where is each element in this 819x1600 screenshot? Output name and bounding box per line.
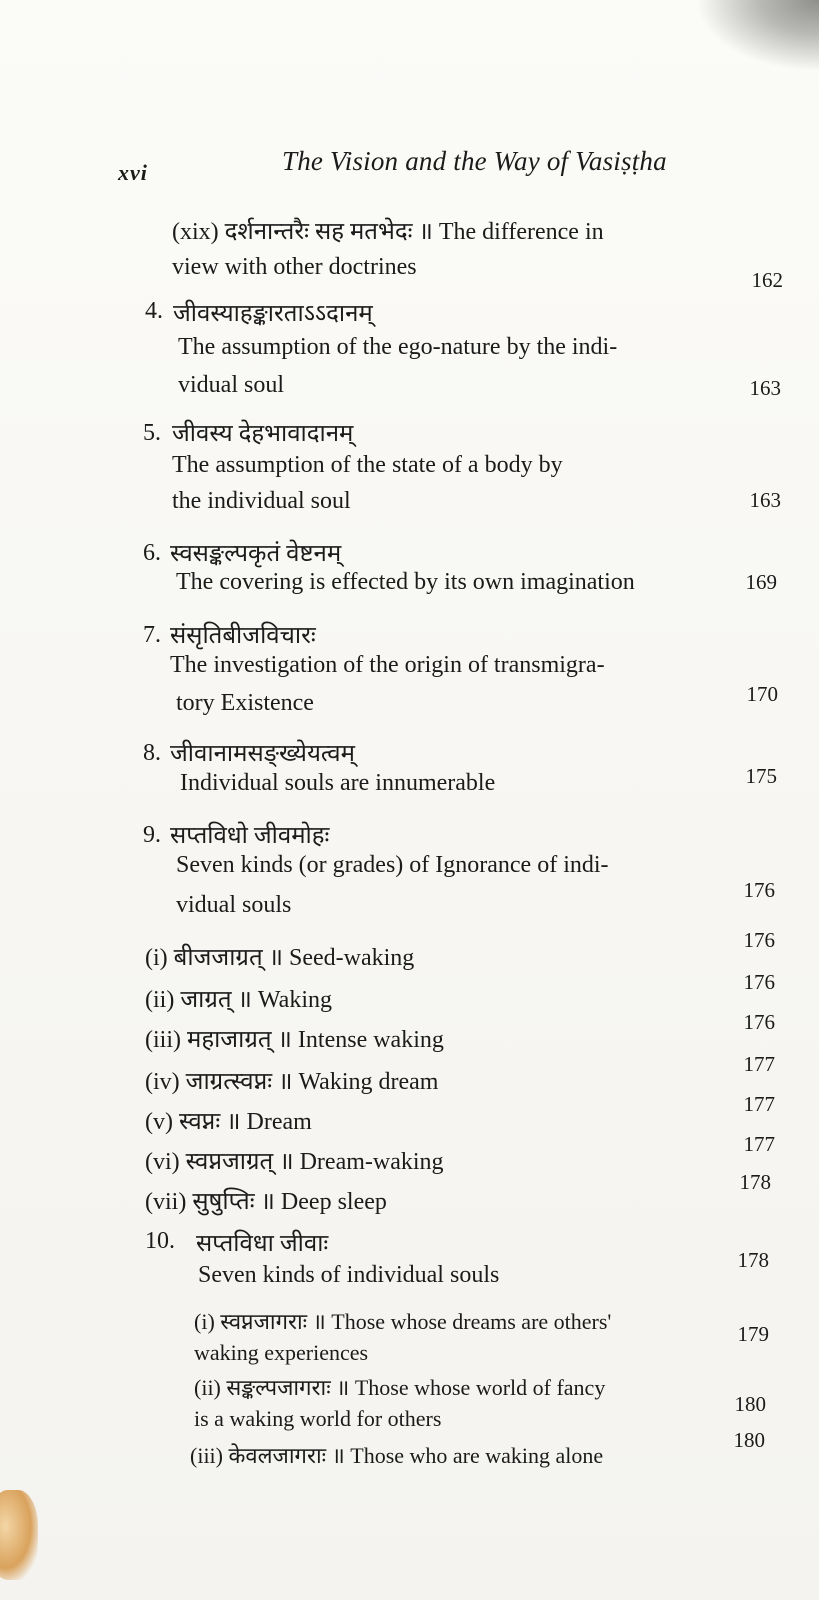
sub-9-iv: (iv) जाग्रत्स्वप्नः ॥ Waking dream bbox=[145, 1069, 439, 1095]
sub-10-i-page: 179 bbox=[737, 1322, 769, 1346]
entry-4-heading: जीवस्याहङ्कारताऽऽदानम् bbox=[173, 301, 373, 327]
running-title: The Vision and the Way of Vasiṣṭha bbox=[282, 146, 667, 176]
sub-10-ii-line-2: is a waking world for others bbox=[194, 1406, 442, 1431]
entry-8-heading: जीवानामसङ्ख्येयत्वम् bbox=[170, 741, 355, 767]
sub-9-v-page: 177 bbox=[743, 1092, 775, 1116]
entry-9-heading: सप्तविधो जीवमोहः bbox=[170, 823, 330, 849]
entry-5-heading: जीवस्य देहभावादानम् bbox=[172, 421, 354, 447]
entry-7-line-1: The investigation of the origin of transmigra- bbox=[170, 652, 605, 678]
sub-10-ii-page: 180 bbox=[734, 1392, 766, 1416]
thumb-at-edge bbox=[0, 1490, 38, 1580]
entry-5-line-1: The assumption of the state of a body by bbox=[172, 452, 563, 478]
entry-10-number: 10. bbox=[145, 1228, 175, 1254]
page-folio: xvi bbox=[118, 160, 148, 185]
entry-4-line-2: vidual soul bbox=[178, 372, 284, 398]
entry-xix-line-2: view with other doctrines bbox=[172, 254, 417, 280]
entry-6-number: 6. bbox=[143, 540, 161, 566]
sub-10-iii-page: 180 bbox=[733, 1428, 765, 1452]
entry-6-page: 169 bbox=[745, 570, 777, 594]
sub-9-vi: (vi) स्वप्नजाग्रत् ॥ Dream-waking bbox=[145, 1149, 444, 1175]
sub-9-iv-page: 177 bbox=[743, 1052, 775, 1076]
entry-8-number: 8. bbox=[143, 740, 161, 766]
sub-10-i-line-1: (i) स्वप्नजागराः ॥ Those whose dreams are others' bbox=[194, 1309, 612, 1334]
sub-9-iii: (iii) महाजाग्रत् ॥ Intense waking bbox=[145, 1027, 444, 1053]
entry-7-number: 7. bbox=[143, 622, 161, 648]
page-corner-shadow bbox=[699, 0, 819, 70]
entry-8-page: 175 bbox=[745, 764, 777, 788]
entry-7-line-2: tory Existence bbox=[176, 690, 314, 716]
entry-10-page: 178 bbox=[737, 1248, 769, 1272]
entry-9-line-1: Seven kinds (or grades) of Ignorance of indi- bbox=[176, 852, 609, 878]
entry-5-page: 163 bbox=[749, 488, 781, 512]
sub-9-ii-page: 176 bbox=[743, 970, 775, 994]
sub-9-i-page: 176 bbox=[743, 928, 775, 952]
entry-xix-page: 162 bbox=[751, 268, 783, 292]
entry-6-heading: स्वसङ्कल्पकृतं वेष्टनम् bbox=[170, 541, 342, 567]
entry-4-line-1: The assumption of the ego-nature by the indi- bbox=[178, 334, 618, 360]
sub-10-ii-line-1: (ii) सङ्कल्पजागराः ॥ Those whose world of fancy bbox=[194, 1375, 606, 1400]
entry-9-line-2: vidual souls bbox=[176, 892, 292, 918]
entry-10-heading: सप्तविधा जीवाः bbox=[196, 1231, 329, 1257]
entry-4-page: 163 bbox=[749, 376, 781, 400]
sub-9-iii-page: 176 bbox=[743, 1010, 775, 1034]
sub-10-iii-line-1: (iii) केवलजागराः ॥ Those who are waking alone bbox=[190, 1443, 604, 1468]
sub-9-vi-page: 177 bbox=[743, 1132, 775, 1156]
sub-9-vii-page: 178 bbox=[739, 1170, 771, 1194]
entry-8-line-1: Individual souls are innumerable bbox=[180, 770, 496, 796]
sub-9-ii: (ii) जाग्रत् ॥ Waking bbox=[145, 987, 332, 1013]
entry-7-page: 170 bbox=[746, 682, 778, 706]
entry-4-number: 4. bbox=[145, 298, 163, 324]
entry-6-line-1: The covering is effected by its own imagination bbox=[176, 569, 635, 595]
entry-10-line-1: Seven kinds of individual souls bbox=[198, 1262, 500, 1288]
sub-9-vii: (vii) सुषुप्तिः ॥ Deep sleep bbox=[145, 1189, 387, 1215]
entry-xix-line-1: (xix) दर्शनान्तरैः सह मतभेदः ॥ The difference in bbox=[172, 219, 604, 245]
entry-5-number: 5. bbox=[143, 420, 161, 446]
entry-9-number: 9. bbox=[143, 822, 161, 848]
sub-9-i: (i) बीजजाग्रत् ॥ Seed-waking bbox=[145, 945, 415, 971]
entry-9-page: 176 bbox=[743, 878, 775, 902]
sub-9-v: (v) स्वप्नः ॥ Dream bbox=[145, 1109, 312, 1135]
entry-5-line-2: the individual soul bbox=[172, 488, 351, 514]
entry-7-heading: संसृतिबीजविचारः bbox=[170, 623, 316, 649]
sub-10-i-line-2: waking experiences bbox=[194, 1340, 369, 1365]
